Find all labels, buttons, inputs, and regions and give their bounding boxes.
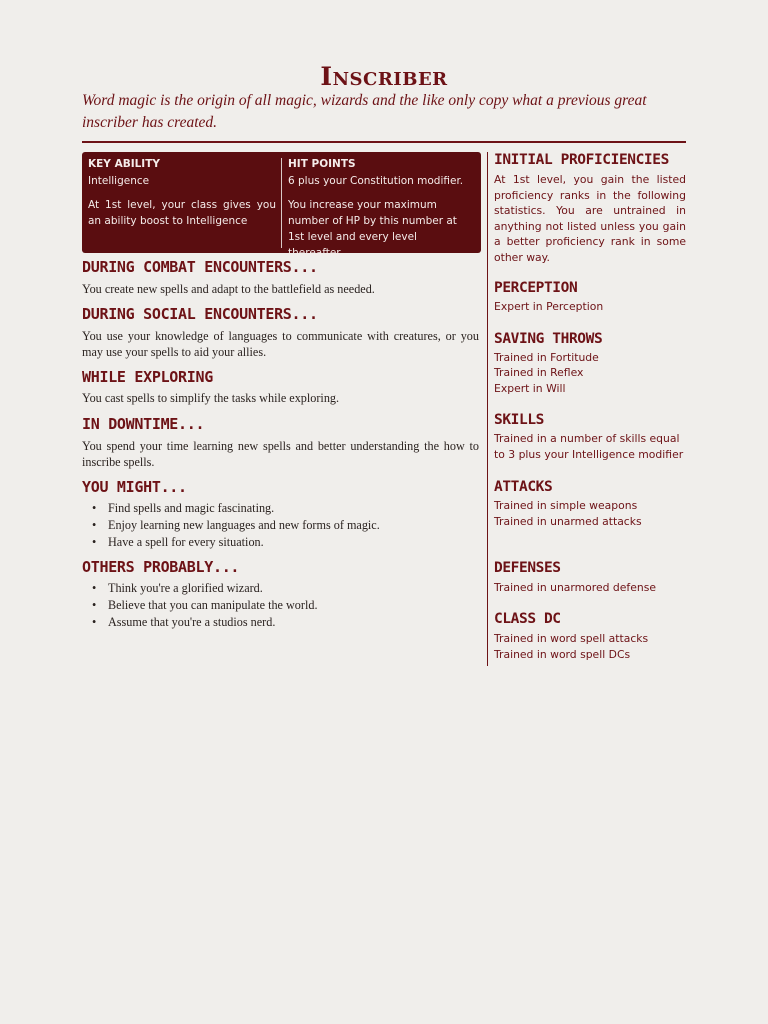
class-dc-line-dcs: Trained in word spell DCs [494,648,631,661]
skills-line: Trained in a number of skills equal to 3 plus your Intelligence modifier [494,432,684,461]
hit-points-text: You increase your maximum number of HP by this number at 1st level and every level thereafter. [288,199,457,259]
attacks-heading: ATTACKS [494,479,553,495]
skills-heading: SKILLS [494,412,544,428]
exploring-heading: WHILE EXPLORING [82,368,213,386]
initial-proficiencies-text: At 1st level, you gain the listed proficiency ranks in the following statistics. You are untrained in anything not listed unless you gain a better proficiency rank in some other way. [494,173,686,264]
you-might-list [92,500,482,551]
social-text: You use your knowledge of languages to communicate with creatures, or you may use your spells to aid your allies. [82,329,479,359]
hit-points-heading: HIT POINTS [288,158,356,170]
defenses-line: Trained in unarmored defense [494,581,656,594]
attacks-line-unarmed: Trained in unarmed attacks [494,515,642,528]
list-item: • Believe that you can manipulate the world. [92,598,318,612]
hit-points-value: 6 plus your Constitution modifier. [288,175,464,187]
hit-points-column [288,156,474,261]
perception-heading: PERCEPTION [494,280,578,296]
class-dc-heading: CLASS DC [494,611,561,627]
list-item: • Have a spell for every situation. [92,535,264,549]
defenses-heading: DEFENSES [494,560,561,576]
combat-heading: DURING COMBAT ENCOUNTERS... [82,258,318,276]
page-title: Inscriber [320,62,448,91]
others-list [92,580,482,631]
saving-line-will: Expert in Will [494,382,566,395]
key-ability-heading: KEY ABILITY [88,158,160,170]
saving-throws-heading: SAVING THROWS [494,331,603,347]
downtime-text: You spend your time learning new spells and better understanding the how to inscribe spells. [82,439,479,469]
attacks-line-simple: Trained in simple weapons [494,499,638,512]
social-heading: DURING SOCIAL ENCOUNTERS... [82,305,318,323]
you-might-heading: YOU MIGHT... [82,478,187,496]
others-heading: OTHERS PROBABLY... [82,558,240,576]
list-item: • Assume that you're a studios nerd. [92,615,276,629]
stat-box [82,152,481,259]
saving-line-reflex: Trained in Reflex [494,366,584,379]
key-ability-column [88,156,276,229]
combat-text: You create new spells and adapt to the battlefield as needed. [82,282,375,296]
perception-line: Expert in Perception [494,300,604,313]
list-item: • Find spells and magic fascinating. [92,501,275,515]
initial-proficiencies-heading: INITIAL PROFICIENCIES [494,152,669,168]
list-item: • Enjoy learning new languages and new forms of magic. [92,518,380,532]
saving-line-fortitude: Trained in Fortitude [494,351,599,364]
list-item: • Think you're a glorified wizard. [92,581,263,595]
intro-text: Word magic is the origin of all magic, wizards and the like only copy what a previous great inscriber has created. [82,92,647,131]
downtime-heading: IN DOWNTIME... [82,415,205,433]
exploring-text: You cast spells to simplify the tasks while exploring. [82,391,340,405]
class-dc-line-attacks: Trained in word spell attacks [494,632,649,645]
stat-box-divider [281,158,282,248]
key-ability-value: Intelligence [88,175,150,187]
title-divider [82,141,686,143]
key-ability-text: At 1st level, your class gives you an ability boost to Intelligence [88,199,276,227]
column-divider [487,152,488,666]
